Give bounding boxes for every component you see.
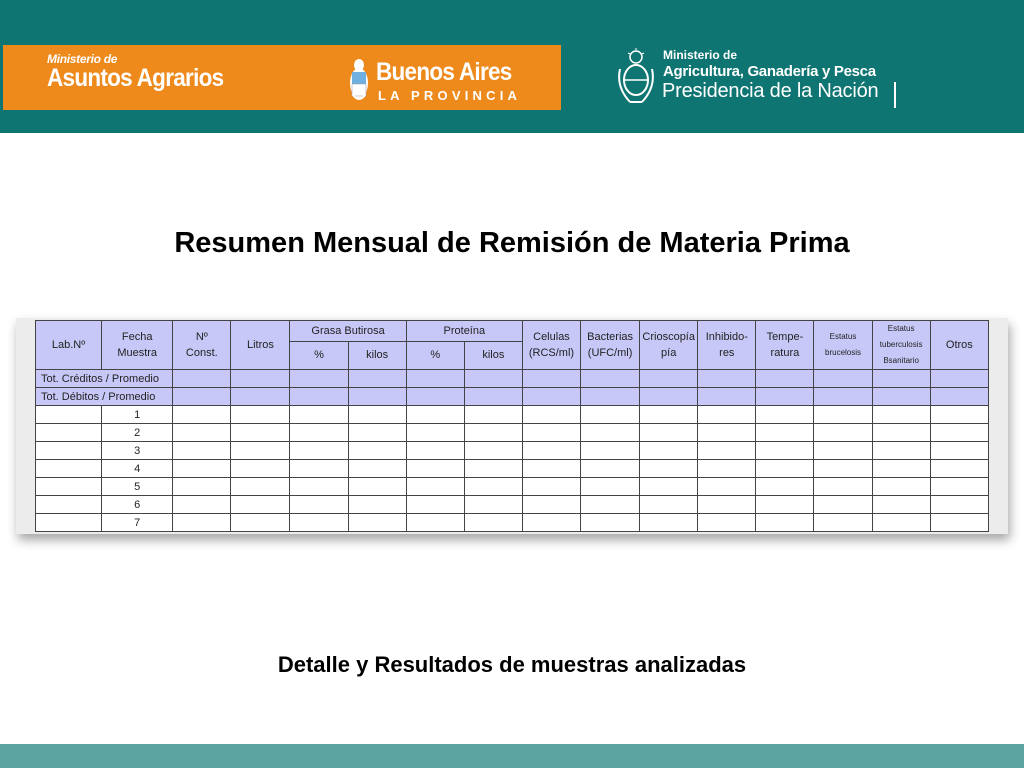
table-cell[interactable] bbox=[173, 442, 231, 460]
row-number: 4 bbox=[102, 460, 173, 478]
table-cell[interactable] bbox=[930, 388, 988, 406]
table-cell[interactable] bbox=[756, 370, 814, 388]
table-cell[interactable] bbox=[406, 478, 464, 496]
table-cell[interactable] bbox=[930, 442, 988, 460]
header-bacterias-line2: (UFC/ml) bbox=[587, 347, 633, 359]
table-cell[interactable] bbox=[231, 424, 290, 442]
table-cell[interactable] bbox=[581, 406, 640, 424]
table-cell[interactable] bbox=[406, 370, 464, 388]
header-bacterias bbox=[581, 321, 640, 370]
table-cell[interactable] bbox=[464, 370, 522, 388]
header-lab: Lab.Nº bbox=[36, 321, 102, 370]
table-cell[interactable] bbox=[348, 478, 406, 496]
table-cell[interactable] bbox=[522, 442, 580, 460]
table-row bbox=[36, 514, 989, 532]
table-cell[interactable] bbox=[522, 478, 580, 496]
table-cell[interactable] bbox=[814, 514, 872, 532]
table-cell[interactable] bbox=[173, 406, 231, 424]
table-cell[interactable] bbox=[698, 460, 756, 478]
table-cell[interactable] bbox=[640, 442, 698, 460]
row-number: 6 bbox=[102, 496, 173, 514]
provincial-seal-icon bbox=[348, 57, 370, 103]
table-cell[interactable] bbox=[348, 514, 406, 532]
header-inhibidores bbox=[698, 321, 756, 370]
table-cell[interactable] bbox=[522, 514, 580, 532]
table-cell[interactable] bbox=[36, 496, 102, 514]
table-cell[interactable] bbox=[872, 496, 930, 514]
table-cell[interactable] bbox=[640, 424, 698, 442]
table-cell[interactable] bbox=[406, 442, 464, 460]
header-proteina-kilos: kilos bbox=[464, 341, 522, 369]
table-cell[interactable] bbox=[173, 514, 231, 532]
table-cell[interactable] bbox=[348, 424, 406, 442]
table-cell[interactable] bbox=[930, 496, 988, 514]
table-cell[interactable] bbox=[814, 460, 872, 478]
table-cell[interactable] bbox=[348, 460, 406, 478]
table-cell[interactable] bbox=[348, 406, 406, 424]
header-brucelosis-line1: Estatus bbox=[829, 332, 857, 341]
row-number: 5 bbox=[102, 478, 173, 496]
table-cell[interactable] bbox=[698, 406, 756, 424]
row-number: 1 bbox=[102, 406, 173, 424]
table-cell[interactable] bbox=[290, 370, 348, 388]
table-cell[interactable] bbox=[814, 406, 872, 424]
table-cell[interactable] bbox=[406, 406, 464, 424]
table-cell[interactable] bbox=[348, 370, 406, 388]
table-cell[interactable] bbox=[930, 514, 988, 532]
table-cell[interactable] bbox=[36, 514, 102, 532]
buenos-aires-title: Buenos Aires bbox=[376, 58, 512, 86]
table-cell[interactable] bbox=[231, 478, 290, 496]
logo-divider bbox=[894, 82, 896, 108]
ministerio-de-national: Ministerio de bbox=[663, 48, 738, 62]
table-cell[interactable] bbox=[348, 388, 406, 406]
table-cell[interactable] bbox=[173, 496, 231, 514]
table-cell[interactable] bbox=[814, 370, 872, 388]
table-cell[interactable] bbox=[872, 388, 930, 406]
table-cell[interactable] bbox=[522, 424, 580, 442]
header-const-line2: Const. bbox=[185, 347, 218, 359]
row-number: 3 bbox=[102, 442, 173, 460]
table-row bbox=[36, 406, 989, 424]
header-crioscopia-line1: Crioscopía bbox=[642, 331, 695, 343]
table-cell[interactable] bbox=[464, 478, 522, 496]
table-row bbox=[36, 460, 989, 478]
header-bacterias-line1: Bacterias bbox=[587, 331, 634, 343]
table-row-creditos bbox=[36, 370, 989, 388]
table-cell[interactable] bbox=[581, 388, 640, 406]
table-cell[interactable] bbox=[348, 496, 406, 514]
header-n-const bbox=[173, 321, 231, 370]
table-cell[interactable] bbox=[698, 424, 756, 442]
table-cell[interactable] bbox=[756, 442, 814, 460]
table-cell[interactable] bbox=[814, 388, 872, 406]
table-cell[interactable] bbox=[872, 478, 930, 496]
header-inhibidores-line1: Inhibido- bbox=[705, 331, 748, 343]
ministerio-de-label: Ministerio de bbox=[47, 52, 118, 66]
table-cell[interactable] bbox=[581, 442, 640, 460]
table-cell[interactable] bbox=[930, 370, 988, 388]
header-grasa-pct: % bbox=[290, 341, 348, 369]
table-cell[interactable] bbox=[290, 388, 348, 406]
table-row bbox=[36, 496, 989, 514]
table-cell[interactable] bbox=[36, 406, 102, 424]
header-inhibidores-line2: res bbox=[719, 347, 735, 359]
table-cell[interactable] bbox=[231, 406, 290, 424]
header-crioscopia bbox=[640, 321, 698, 370]
table-cell[interactable] bbox=[173, 388, 231, 406]
page-title: Resumen Mensual de Remisión de Materia Prima bbox=[174, 227, 850, 259]
table-cell[interactable] bbox=[756, 478, 814, 496]
table-cell[interactable] bbox=[231, 496, 290, 514]
debitos-label: Tot. Débitos / Promedio bbox=[36, 388, 173, 406]
table-cell[interactable] bbox=[173, 424, 231, 442]
table-cell[interactable] bbox=[872, 514, 930, 532]
table-cell[interactable] bbox=[36, 424, 102, 442]
table-cell[interactable] bbox=[581, 460, 640, 478]
table-cell[interactable] bbox=[173, 460, 231, 478]
table-row bbox=[36, 442, 989, 460]
table-cell[interactable] bbox=[640, 514, 698, 532]
header-temp-line1: Tempe- bbox=[766, 331, 804, 343]
table-cell[interactable] bbox=[522, 496, 580, 514]
table-cell[interactable] bbox=[348, 442, 406, 460]
table-cell[interactable] bbox=[581, 496, 640, 514]
table-cell[interactable] bbox=[231, 370, 290, 388]
table-cell[interactable] bbox=[406, 496, 464, 514]
table-cell[interactable] bbox=[522, 406, 580, 424]
table-cell[interactable] bbox=[698, 388, 756, 406]
table-cell[interactable] bbox=[581, 424, 640, 442]
header-celulas-line2: (RCS/ml) bbox=[528, 347, 575, 359]
table-cell[interactable] bbox=[756, 460, 814, 478]
table-cell[interactable] bbox=[756, 388, 814, 406]
table-cell[interactable] bbox=[231, 514, 290, 532]
table-cell[interactable] bbox=[930, 460, 988, 478]
table-cell[interactable] bbox=[231, 460, 290, 478]
table-cell[interactable] bbox=[640, 496, 698, 514]
table-cell[interactable] bbox=[36, 460, 102, 478]
header-tb-line2: tuberculosis bbox=[879, 340, 923, 349]
table-cell[interactable] bbox=[290, 478, 348, 496]
table-cell[interactable] bbox=[290, 442, 348, 460]
table-cell[interactable] bbox=[756, 496, 814, 514]
table-cell[interactable] bbox=[581, 478, 640, 496]
table-cell[interactable] bbox=[464, 514, 522, 532]
header-tb-line3: Bsanitario bbox=[883, 356, 919, 365]
header-estatus-brucelosis bbox=[814, 321, 872, 370]
header-litros: Litros bbox=[231, 321, 290, 370]
table-cell[interactable] bbox=[814, 478, 872, 496]
table-cell[interactable] bbox=[698, 514, 756, 532]
table-cell[interactable] bbox=[406, 388, 464, 406]
table-cell[interactable] bbox=[872, 370, 930, 388]
asuntos-agrarios-logo: Asuntos Agrarios bbox=[47, 64, 224, 92]
row-number: 7 bbox=[102, 514, 173, 532]
la-provincia-label: LA PROVINCIA bbox=[378, 88, 522, 103]
table-cell[interactable] bbox=[698, 370, 756, 388]
table-cell[interactable] bbox=[930, 478, 988, 496]
table-cell[interactable] bbox=[872, 460, 930, 478]
table-cell[interactable] bbox=[756, 514, 814, 532]
table-cell[interactable] bbox=[406, 460, 464, 478]
national-seal-icon bbox=[616, 47, 656, 109]
table-row bbox=[36, 478, 989, 496]
table-cell[interactable] bbox=[173, 370, 231, 388]
table-cell[interactable] bbox=[640, 406, 698, 424]
table-cell[interactable] bbox=[464, 496, 522, 514]
header-otros: Otros bbox=[930, 321, 988, 370]
table-cell[interactable] bbox=[290, 460, 348, 478]
table-cell[interactable] bbox=[290, 406, 348, 424]
header-celulas-line1: Celulas bbox=[533, 331, 570, 343]
presidencia-label: Presidencia de la Nación bbox=[662, 80, 879, 102]
table-cell[interactable] bbox=[173, 478, 231, 496]
table-cell[interactable] bbox=[36, 478, 102, 496]
header-grasa-butirosa: Grasa Butirosa bbox=[290, 321, 406, 342]
header-temperatura bbox=[756, 321, 814, 370]
table-cell[interactable] bbox=[581, 370, 640, 388]
table-row bbox=[36, 424, 989, 442]
header-grasa-kilos: kilos bbox=[348, 341, 406, 369]
header-fecha-muestra bbox=[102, 321, 173, 370]
table-cell[interactable] bbox=[406, 424, 464, 442]
header-brucelosis-line2: brucelosis bbox=[825, 348, 862, 357]
ministry-name: Agricultura, Ganadería y Pesca bbox=[663, 63, 876, 80]
table-cell[interactable] bbox=[522, 460, 580, 478]
table-cell[interactable] bbox=[930, 424, 988, 442]
table-cell[interactable] bbox=[698, 496, 756, 514]
table-cell[interactable] bbox=[640, 388, 698, 406]
table-cell[interactable] bbox=[814, 442, 872, 460]
table-cell[interactable] bbox=[814, 496, 872, 514]
table-cell[interactable] bbox=[872, 406, 930, 424]
table-cell[interactable] bbox=[406, 514, 464, 532]
header-crioscopia-line2: pía bbox=[661, 347, 677, 359]
footer-band bbox=[0, 744, 1024, 768]
table-cell[interactable] bbox=[872, 424, 930, 442]
table-cell[interactable] bbox=[640, 460, 698, 478]
row-number: 2 bbox=[102, 424, 173, 442]
table-cell[interactable] bbox=[698, 478, 756, 496]
table-cell[interactable] bbox=[290, 424, 348, 442]
table-cell[interactable] bbox=[231, 442, 290, 460]
header-celulas bbox=[522, 321, 580, 370]
section-subtitle: Detalle y Resultados de muestras analizadas bbox=[277, 652, 747, 677]
header-const-line1: Nº bbox=[195, 331, 208, 343]
table-cell[interactable] bbox=[290, 514, 348, 532]
header-tb-line1: Estatus bbox=[887, 324, 915, 333]
table-cell[interactable] bbox=[756, 406, 814, 424]
table-cell[interactable] bbox=[872, 442, 930, 460]
header-proteina: Proteína bbox=[406, 321, 522, 342]
table-cell[interactable] bbox=[36, 442, 102, 460]
table-cell[interactable] bbox=[290, 496, 348, 514]
table-cell[interactable] bbox=[581, 514, 640, 532]
table-row-debitos bbox=[36, 388, 989, 406]
table-cell[interactable] bbox=[522, 370, 580, 388]
header-temp-line2: ratura bbox=[770, 347, 800, 359]
header-fecha-line2: Muestra bbox=[117, 347, 158, 359]
table-cell[interactable] bbox=[464, 442, 522, 460]
header-fecha-line1: Fecha bbox=[121, 331, 153, 343]
table-cell[interactable] bbox=[464, 424, 522, 442]
table-cell[interactable] bbox=[522, 388, 580, 406]
table-cell[interactable] bbox=[698, 442, 756, 460]
table-cell[interactable] bbox=[756, 424, 814, 442]
table-cell[interactable] bbox=[930, 406, 988, 424]
table-cell[interactable] bbox=[640, 370, 698, 388]
creditos-label: Tot. Créditos / Promedio bbox=[36, 370, 173, 388]
header-proteina-pct: % bbox=[406, 341, 464, 369]
table-cell[interactable] bbox=[231, 388, 290, 406]
table-cell[interactable] bbox=[464, 388, 522, 406]
table-cell[interactable] bbox=[464, 406, 522, 424]
table-cell[interactable] bbox=[814, 424, 872, 442]
table-cell[interactable] bbox=[640, 478, 698, 496]
header-estatus-tuberculosis bbox=[872, 321, 930, 370]
remission-table bbox=[35, 320, 989, 532]
table-cell[interactable] bbox=[464, 460, 522, 478]
